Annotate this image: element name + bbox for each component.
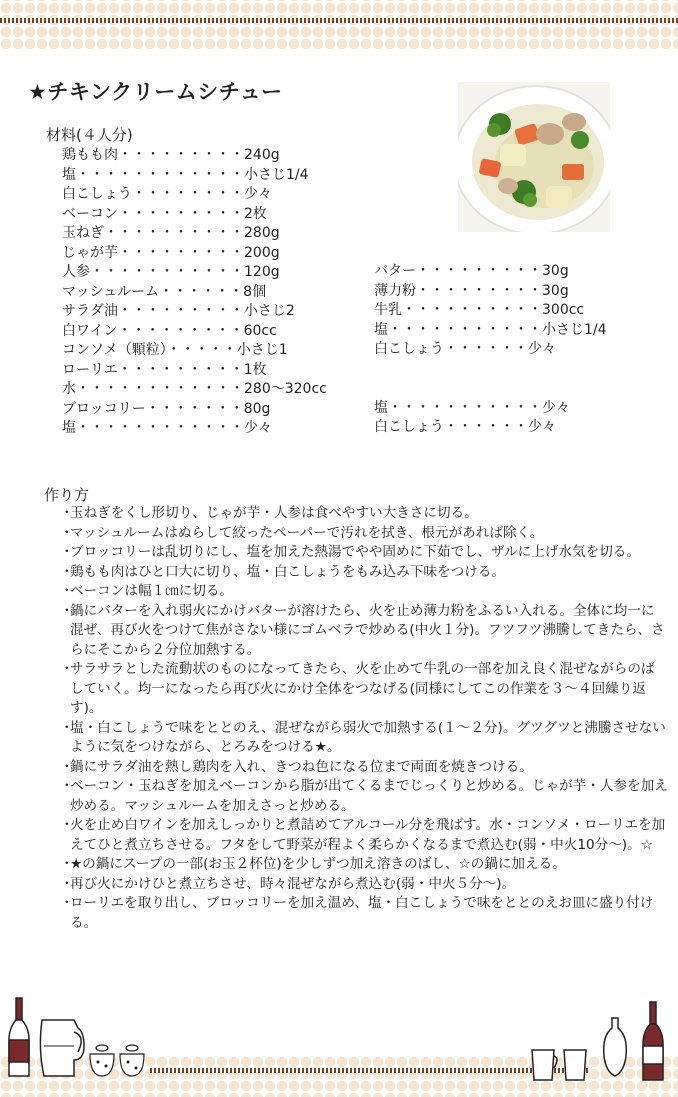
ingredient-row: 塩・・・・・・・・・・・少々: [374, 399, 570, 416]
step-item: [60, 602, 668, 661]
wine-bottle-icon: [6, 996, 32, 1084]
step-item: [60, 543, 668, 563]
top-rule: [0, 18, 678, 23]
step-text: ベーコンは幅１㎝に切る。: [70, 583, 234, 599]
ingredient-row: コンソメ（顆粒）・・・・・小さじ1: [62, 342, 288, 358]
step-item: [60, 719, 668, 758]
cup-icon: [528, 1044, 592, 1088]
ingredient-row: マッシュルーム・・・・・・8個: [62, 283, 267, 300]
step-item: [60, 563, 668, 583]
bullet: ・: [60, 778, 74, 794]
ingredient-row: 白こしょう・・・・・・少々: [374, 419, 556, 435]
step-item: [60, 504, 668, 524]
ingredient-row: 人参・・・・・・・・・・・120g: [62, 264, 280, 280]
step-text: 鶏もも肉はひと口大に切り、塩・白こしょうをもみ込み下味をつける。: [70, 563, 505, 580]
ingredient-row: じゃが芋・・・・・・・・・200g: [62, 244, 280, 261]
step-item: [60, 855, 668, 875]
ingredient-row: バター・・・・・・・・・30g: [374, 263, 569, 279]
page-title: ★チキンクリームシチュー: [28, 80, 283, 104]
wine-glass-icon: [600, 1016, 630, 1084]
step-text: サラサラとした流動状のものになってきたら、火を止めて牛乳の一部を加え良く混ぜながらのばしていく。均一になったら再び火にかけ全体をつなげる(同様にしてこの作業を３～４回繰り返す)。: [70, 661, 655, 716]
bullet: ・: [60, 563, 74, 580]
bullet: ・: [60, 544, 74, 560]
step-text: マッシュルームはぬらして絞ったペーパーで汚れを拭き、根元があれば除く。: [70, 524, 544, 541]
sauce-ingredients-list: [374, 262, 674, 438]
bullet: ・: [60, 719, 74, 736]
ingredient-row: 鶏もも肉・・・・・・・・・240g: [62, 147, 280, 163]
ingredient-row: 牛乳・・・・・・・・・・300cc: [374, 302, 585, 318]
bullet: ・: [60, 875, 74, 892]
bullet: ・: [60, 524, 74, 541]
step-item: [60, 524, 668, 544]
step-text: 鍋にバターを入れ弱火にかけバターが溶けたら、火を止め薄力粉をふるい入れる。全体に均一に混ぜ、再び火をつけて焦がさない様にゴムベラで炒める(中火１分)。フツフツ沸騰してきたら、さらにそこから２分位加熱する。: [70, 602, 665, 658]
ingredient-row: 塩・・・・・・・・・・・・少々: [62, 420, 272, 436]
ingredients-list: [62, 146, 382, 439]
bullet: ・: [60, 895, 74, 911]
step-text: 玉ねぎをくし形切り、じゃが芋・人参は食べやすい大きさに切る。: [70, 505, 478, 521]
bottom-rule: [150, 1068, 590, 1073]
bullet: ・: [60, 817, 74, 833]
step-item: [60, 660, 668, 719]
ingredient-row: サラダ油・・・・・・・・・小さじ2: [62, 303, 295, 319]
ingredient-row-empty: [374, 379, 674, 399]
ingredient-row: 白こしょう・・・・・・少々: [374, 341, 556, 357]
ingredient-row: ローリエ・・・・・・・・・1枚: [62, 361, 267, 378]
top-dot-border: [0, 0, 678, 50]
step-text: ★の鍋にスープの一部(お玉２杯位)を少しずつ加え溶きのばし、☆の鍋に加える。: [70, 856, 566, 872]
step-text: ベーコン・玉ねぎを加えベーコンから脂が出てくるまでじっくりと炒める。じゃが芋・人参を加え炒める。マッシュルームを加えさっと炒める。: [70, 778, 668, 814]
step-item: [60, 894, 668, 933]
bullet: ・: [60, 583, 74, 599]
step-item: [60, 816, 668, 855]
ingredient-row: ブロッコリー・・・・・・・80g: [62, 400, 271, 417]
bullet: ・: [60, 505, 74, 521]
step-text: 鍋にサラダ油を熱し鶏肉を入れ、きつね色になる位まで両面を焼きつける。: [70, 758, 533, 775]
step-text: 火を止め白ワインを加えしっかりと煮詰めてアルコール分を飛ばす。水・コンソメ・ローリエを加えてひと煮立ちさせる。フタをして野菜が程よく柔らかくなるまで煮込む(弱・中火10分～)。☆: [70, 817, 666, 853]
stew-photo: [458, 82, 610, 232]
ingredient-row: 薄力粉・・・・・・・・・30g: [374, 282, 569, 299]
step-text: ローリエを取り出し、ブロッコリーを加え温め、塩・白こしょうで味をととのえお皿に盛り付ける。: [70, 895, 654, 931]
step-item: [60, 758, 668, 778]
ingredient-row: 玉ねぎ・・・・・・・・・・280g: [62, 225, 280, 241]
ingredient-row: 塩・・・・・・・・・・・・小さじ1/4: [62, 166, 309, 183]
step-text: 再び火にかけひと煮立ちさせ、時々混ぜながら煮込む(弱・中火５分～)。: [70, 875, 516, 892]
bullet: ・: [60, 758, 74, 775]
ingredient-row: 白こしょう・・・・・・・・少々: [62, 186, 272, 202]
step-item: [60, 777, 668, 816]
step-text: ブロッコリーは乱切りにし、塩を加えた熱湯でやや固めに下茹でし、ザルに上げ水気を切る。: [70, 544, 640, 560]
bullet: ・: [60, 602, 74, 619]
ingredient-row: ベーコン・・・・・・・・・2枚: [62, 205, 267, 222]
ingredient-row-empty: [374, 360, 674, 380]
wine-bottle-icon: [640, 1000, 666, 1088]
step-item: [60, 875, 668, 895]
milk-pitcher-icon: [34, 1016, 90, 1084]
bullet: ・: [60, 661, 74, 677]
ingredients-heading: 材料(４人分): [46, 126, 133, 144]
ingredient-row: 塩・・・・・・・・・・・小さじ1/4: [374, 321, 607, 338]
step-item: [60, 582, 668, 602]
method-steps: [60, 504, 668, 933]
ingredient-row: 白ワイン・・・・・・・・・60cc: [62, 322, 277, 339]
ingredient-row: 水・・・・・・・・・・・・280～320cc: [62, 381, 327, 397]
sugar-pot-icon: [86, 1040, 148, 1084]
step-text: 塩・白こしょうで味をととのえ、混ぜながら弱火で加熱する(１～２分)。グツグツと沸騰させないように気をつけながら、とろみをつける★。: [70, 719, 666, 755]
method-heading: 作り方: [44, 486, 90, 504]
bullet: ・: [60, 856, 74, 872]
